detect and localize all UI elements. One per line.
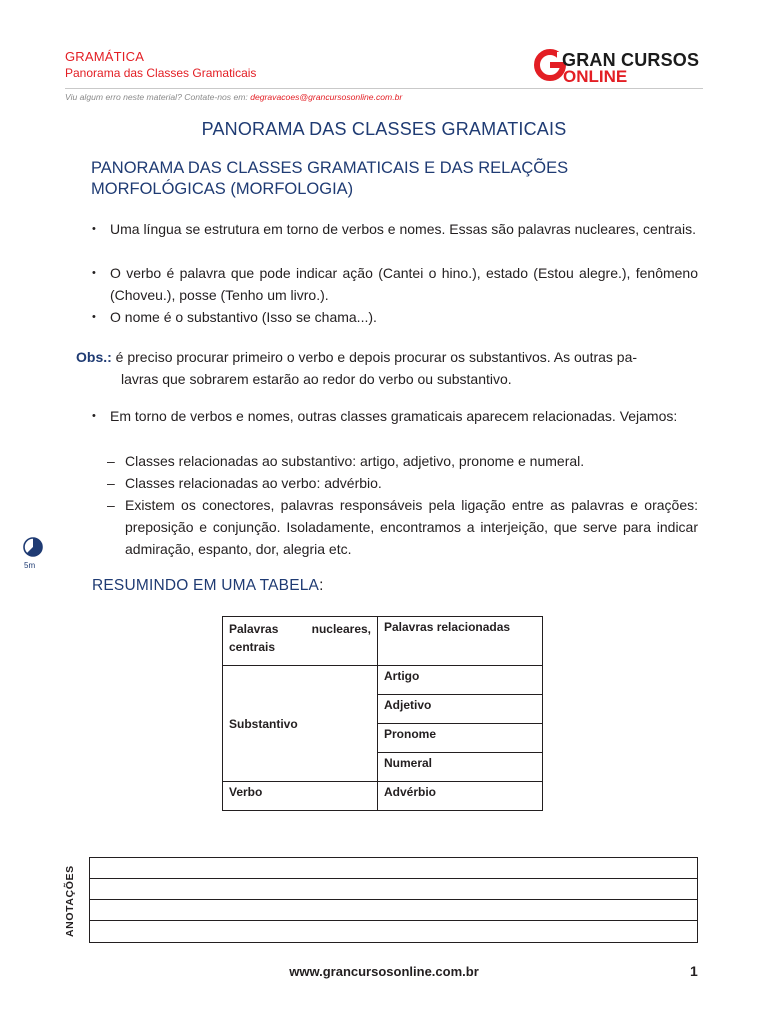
bullet-text: Em torno de verbos e nomes, outras classes gramaticais aparecem relacionadas. Vejamos:	[110, 408, 678, 424]
contact-prefix: Viu algum erro neste material? Contate-nos em:	[65, 92, 251, 102]
notes-line[interactable]	[90, 900, 697, 921]
bullet-text: O nome é o substantivo (Isso se chama...).	[110, 309, 377, 325]
list-item	[92, 262, 698, 306]
table-cell-substantivo: Substantivo	[223, 666, 378, 782]
bullet-marker: •	[92, 223, 96, 235]
notes-label: ANOTAÇÕES	[64, 865, 76, 937]
table-row	[223, 782, 543, 811]
dash-item	[107, 472, 698, 494]
observation-note	[76, 346, 698, 390]
subject-title: GRAMÁTICA	[65, 49, 145, 64]
table-cell: Adjetivo	[378, 695, 543, 724]
table-header-cell: Palavras nucleares, centrais	[223, 617, 378, 666]
notes-box[interactable]	[89, 857, 698, 943]
word-classes-table	[222, 616, 543, 811]
page-title: PANORAMA DAS CLASSES GRAMATICAIS	[201, 119, 567, 139]
summary-heading-colon: :	[319, 577, 324, 594]
gran-cursos-logo	[533, 46, 703, 86]
dash-marker: –	[107, 453, 115, 469]
topic-subtitle: Panorama das Classes Gramaticais	[65, 66, 257, 80]
logo-text-online: ONLINE	[563, 67, 628, 86]
bullet-text: Uma língua se estrutura em torno de verbos e nomes. Essas são palavras nucleares, centrais.	[110, 221, 696, 237]
bullet-marker: •	[92, 311, 96, 323]
bullet-marker: •	[92, 410, 96, 422]
table-header-cell: Palavras relacionadas	[378, 617, 543, 666]
table-cell: Pronome	[378, 724, 543, 753]
timer-icon	[22, 536, 44, 558]
dash-marker: –	[107, 475, 115, 491]
contact-email-link[interactable]: degravacoes@grancursosonline.com.br	[250, 92, 403, 102]
obs-text: é preciso procurar primeiro o verbo e depois procurar os substantivos. As outras pa-	[115, 349, 638, 365]
dash-item	[107, 494, 698, 560]
obs-text-continuation: lavras que sobrarem estarão ao redor do verbo ou substantivo.	[121, 371, 512, 387]
table-cell: Artigo	[378, 666, 543, 695]
list-item	[92, 306, 698, 328]
notes-line[interactable]	[90, 879, 697, 900]
table-cell: Numeral	[378, 753, 543, 782]
table-cell: Advérbio	[378, 782, 543, 811]
bullet-marker: •	[92, 267, 96, 279]
observation-line	[76, 346, 698, 368]
notes-line[interactable]	[90, 858, 697, 879]
list-item	[92, 218, 698, 240]
table-row	[223, 666, 543, 695]
notes-line[interactable]	[90, 921, 697, 942]
table-cell-verbo: Verbo	[223, 782, 378, 811]
footer-website[interactable]: www.grancursosonline.com.br	[289, 964, 479, 979]
page-number: 1	[690, 963, 698, 979]
obs-label: Obs.:	[76, 349, 112, 365]
error-contact-note	[65, 92, 402, 102]
dash-marker: –	[107, 497, 115, 513]
section-heading: PANORAMA DAS CLASSES GRAMATICAIS E DAS RELAÇÕES MORFOLÓGICAS (MORFOLOGIA)	[91, 159, 569, 198]
summary-heading-text: RESUMINDO EM UMA TABELA	[92, 577, 320, 594]
dash-text: Classes relacionadas ao substantivo: artigo, adjetivo, pronome e numeral.	[125, 453, 585, 469]
dash-text: Classes relacionadas ao verbo: advérbio.	[125, 475, 382, 491]
table-row	[223, 617, 543, 666]
dash-text: Existem os conectores, palavras responsáveis pela ligação entre as palavras e orações: preposição e conjunção. Isoladamente, encontramos a interjeição, que serve para indicar admiração, espanto, dor, alegria etc.	[125, 497, 698, 557]
logo-text-gran-cursos: GRAN CURSOS	[562, 50, 700, 70]
header-divider	[65, 88, 703, 89]
timer-label: 5m	[24, 561, 36, 570]
bullet-text: O verbo é palavra que pode indicar ação (Cantei o hino.), estado (Estou alegre.), fenômeno (Choveu.), posse (Tenho um livro.).	[110, 265, 698, 303]
summary-heading	[92, 577, 324, 595]
list-item	[92, 405, 698, 427]
dash-item	[107, 450, 698, 472]
